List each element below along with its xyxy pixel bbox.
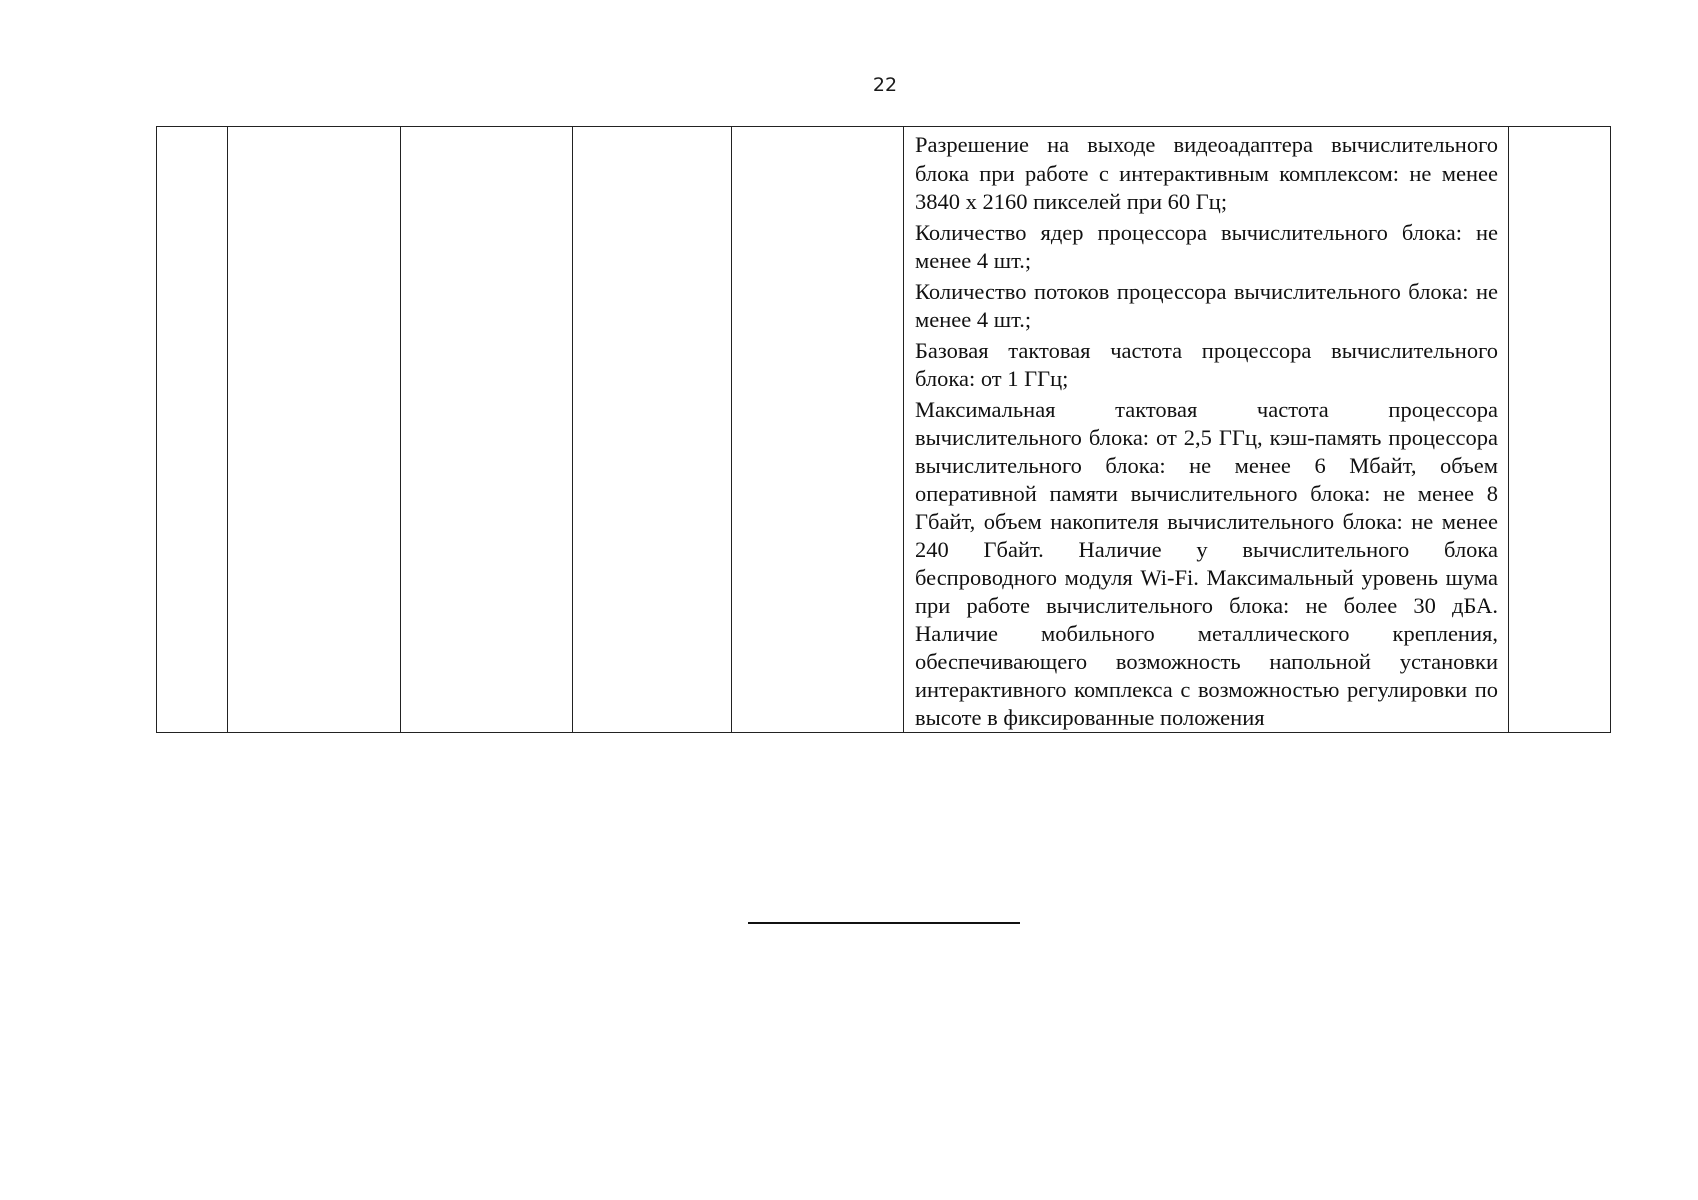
table-row bbox=[157, 127, 1611, 733]
document-end-rule bbox=[748, 922, 1020, 924]
spec-paragraph: Максимальная тактовая частота процессора вычислительного блока: от 2,5 ГГц, кэш-память процессора вычислительного блока: не менее 6 Мбайт, объем оперативной памяти вычислительного блока: не менее 8 Гбайт, объем накопителя вычислительного блока: не менее 240 Гбайт. Наличие у вычислительного блока беспроводного модуля Wi-Fi. Максимальный уровень шума при работе вычислительного блока: не более 30 дБА. Наличие мобильного металлического крепления, обеспечивающего возможность напольной установки интерактивного комплекса с возможностью регулировки по высоте в фиксированные положения bbox=[915, 396, 1498, 730]
table-cell-code bbox=[401, 127, 573, 733]
spec-paragraph: Количество ядер процессора вычислительного блока: не менее 4 шт.; bbox=[915, 219, 1498, 273]
specification-table bbox=[156, 126, 1611, 733]
spec-paragraph: Разрешение на выходе видеоадаптера вычислительного блока при работе с интерактивным комплексом: не менее 3840 х 2160 пикселей при 60 Гц; bbox=[915, 132, 1498, 214]
table-cell-name bbox=[228, 127, 401, 733]
spec-paragraph: Количество потоков процессора вычислительного блока: не менее 4 шт.; bbox=[915, 278, 1498, 332]
table-cell-unit bbox=[573, 127, 732, 733]
table-cell-description bbox=[904, 127, 1509, 733]
table-cell-number bbox=[157, 127, 228, 733]
page-number: 22 bbox=[872, 74, 898, 96]
table-cell-quantity bbox=[732, 127, 904, 733]
spec-paragraph: Базовая тактовая частота процессора вычислительного блока: от 1 ГГц; bbox=[915, 337, 1498, 391]
table-cell-note bbox=[1509, 127, 1611, 733]
